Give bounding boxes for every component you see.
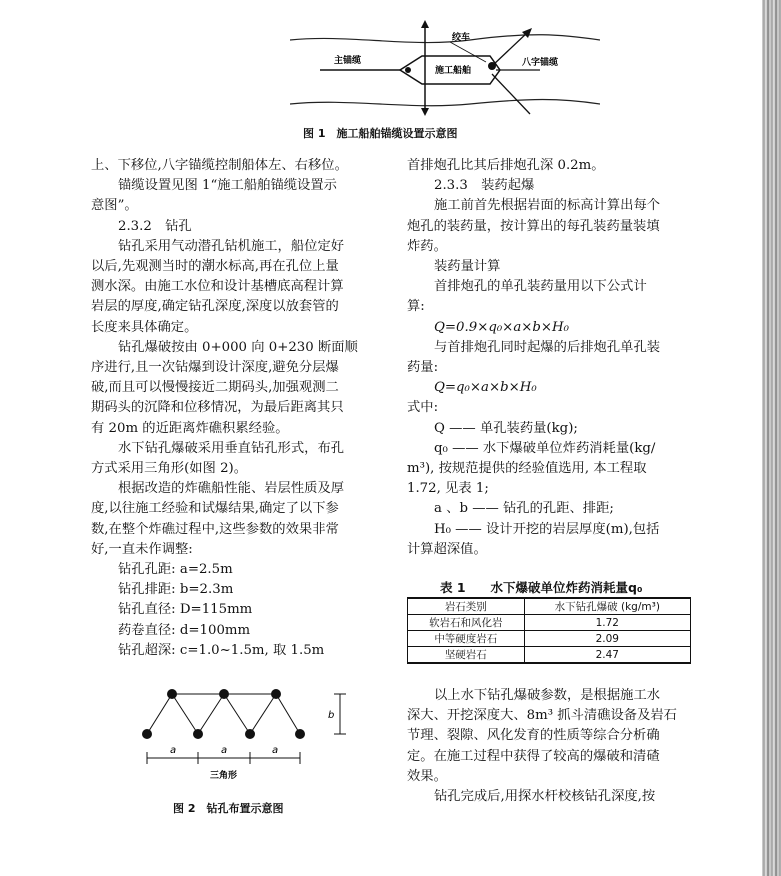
- text-line: 岩层的厚度,确定钻孔深度,深度以放套管的: [91, 299, 339, 315]
- text-line: 破,而且可以慢慢接近二期码头,加强观测二: [91, 380, 339, 396]
- text-line: 1.72, 见表 1;: [407, 481, 489, 497]
- text-line: 效果。: [407, 768, 447, 784]
- drill-hole: [193, 729, 203, 739]
- text-line: 根据改造的炸礁船性能、岩层性质及厚: [118, 481, 345, 497]
- text-line: 钻孔采用气动潜孔钻机施工，船位定好: [118, 238, 345, 254]
- text-line: 钻孔直径: D=115mm: [118, 602, 253, 618]
- arrow-down: [421, 108, 429, 116]
- scan-edge: [762, 0, 781, 876]
- table-1: [407, 597, 691, 664]
- table-header-cell: 岩石类别: [408, 598, 525, 615]
- table-cell: 2.09: [524, 631, 690, 647]
- label-a: a: [272, 745, 279, 756]
- text-line: 炮孔的装药量，按计算出的每孔装药量装填: [407, 218, 660, 234]
- text-line: 序进行,且一次钻爆到设计深度,避免分层爆: [91, 360, 339, 376]
- text-line: q₀ —— 水下爆破单位炸药消耗量(kg/: [434, 440, 656, 456]
- right-column-top: [407, 156, 660, 560]
- table-header-cell: 水下钻孔爆破 (kg/m³): [524, 598, 690, 615]
- text-line: 装药量计算: [434, 259, 501, 275]
- text-line: 意图”。: [91, 198, 138, 214]
- text-line: 锚缆设置见图 1“施工船舶锚缆设置示: [118, 178, 337, 194]
- text-line: 上、下移位,八字锚缆控制船体左、右移位。: [91, 158, 348, 173]
- table-row: [408, 647, 691, 664]
- drill-hole: [295, 729, 305, 739]
- text-line: 式中:: [407, 400, 439, 416]
- text-line: 有 20m 的近距离炸礁积累经验。: [91, 420, 289, 436]
- text-line: 2.3.2 钻孔: [118, 218, 192, 234]
- text-line: Q —— 单孔装药量(kg);: [434, 420, 578, 436]
- winch-label: 绞车: [452, 33, 471, 43]
- river-bank-top: [290, 35, 600, 43]
- triangle-lines: [147, 694, 300, 734]
- figure-2-caption: 图 2 钻孔布置示意图: [173, 802, 284, 815]
- text-line: 钻孔超深: c=1.0~1.5m, 取 1.5m: [118, 642, 325, 658]
- drill-hole: [271, 689, 281, 699]
- bow-mark: [405, 67, 411, 73]
- figure-1-caption: 图 1 施工船舶锚缆设置示意图: [303, 127, 458, 140]
- text-line: 首排炮孔比其后排炮孔深 0.2m。: [407, 158, 605, 173]
- table-row: [408, 631, 691, 647]
- eight-cable-label: 八字锚缆: [522, 58, 559, 68]
- label-b: b: [328, 710, 335, 721]
- table-cell: 2.47: [524, 647, 690, 664]
- river-bank-bottom: [290, 100, 600, 106]
- text-line: 与首排炮孔同时起爆的后排炮孔单孔装: [434, 339, 661, 355]
- label-a: a: [170, 745, 177, 756]
- text-line: 炸药。: [407, 238, 447, 254]
- text-line: H₀ —— 设计开挖的岩层厚度(m),包括: [434, 521, 660, 537]
- text-line: 数,在整个炸礁过程中,这些参数的效果非常: [91, 521, 339, 537]
- drill-hole: [167, 689, 177, 699]
- text-line: 水下钻孔爆破采用垂直钻孔形式，布孔: [118, 440, 345, 456]
- drill-hole: [219, 689, 229, 699]
- drill-hole: [245, 729, 255, 739]
- text-line: 首排炮孔的单孔装药量用以下公式计: [434, 279, 647, 295]
- figure-1-diagram: [290, 18, 600, 118]
- right-column-bottom: [407, 686, 677, 807]
- table-1-title: 表 1 水下爆破单位炸药消耗量q₀: [440, 580, 643, 595]
- text-line: m³), 按规范提供的经验值选用, 本工程取: [407, 461, 647, 477]
- text-line: 钻孔孔距: a=2.5m: [118, 562, 233, 578]
- table-cell: 1.72: [524, 615, 690, 631]
- text-line: 钻孔完成后,用探水杆校核钻孔深度,按: [434, 789, 656, 805]
- text-line: 节理、裂隙、风化发育的性质等综合分析确: [407, 728, 660, 744]
- table-row: [408, 615, 691, 631]
- text-line: 长度来具体确定。: [91, 319, 198, 335]
- text-line: 算:: [407, 299, 425, 315]
- text-line: 测水深。由施工水位和设计基槽底高程计算: [91, 279, 344, 295]
- boat-label: 施工船舶: [435, 66, 472, 76]
- text-line: a 、b —— 钻孔的孔距、排距;: [434, 501, 614, 517]
- text-line: 度,以往施工经验和试爆结果,确定了以下参: [91, 501, 339, 517]
- text-line: 定。在施工过程中获得了较高的爆破和清碴: [407, 748, 660, 764]
- table-cell: 软岩石和风化岩: [408, 615, 525, 631]
- eight-cable-down: [492, 74, 530, 114]
- text-line: 以上水下钻孔爆破参数，是根据施工水: [434, 688, 661, 703]
- table-header-row: [408, 598, 691, 615]
- text-line: 好,一直未作调整:: [91, 541, 193, 557]
- formula-line: Q=0.9×q₀×a×b×H₀: [434, 319, 569, 335]
- drill-hole: [142, 729, 152, 739]
- text-line: 施工前首先根据岩面的标高计算出每个: [434, 198, 661, 214]
- main-cable-label: 主锚缆: [334, 56, 362, 66]
- text-line: 期码头的沉降和位移情况，为最后距离其只: [91, 400, 344, 416]
- text-line: 计算超深值。: [407, 541, 487, 557]
- label-a: a: [221, 745, 228, 756]
- left-column: [91, 156, 358, 661]
- text-line: 药卷直径: d=100mm: [118, 622, 251, 638]
- text-line: 药量:: [407, 360, 439, 376]
- formula-line: Q=q₀×a×b×H₀: [434, 380, 537, 396]
- text-line: 方式采用三角形(如图 2)。: [91, 461, 248, 477]
- text-line: 2.3.3 装药起爆: [434, 178, 535, 194]
- text-line: 以后,先观测当时的潮水标高,再在孔位上量: [91, 259, 339, 275]
- figure-2-diagram: [132, 682, 357, 780]
- text-line: 深大、开挖深度大、8m³ 抓斗清礁设备及岩石: [407, 708, 677, 724]
- table-cell: 坚硬岩石: [408, 647, 525, 664]
- dimension-b: [334, 694, 346, 734]
- text-line: 钻孔排距: b=2.3m: [118, 582, 234, 598]
- arrow-up: [421, 20, 429, 28]
- pattern-label: 三角形: [210, 771, 238, 780]
- text-line: 钻孔爆破按由 0+000 向 0+230 断面顺: [118, 339, 358, 355]
- table-cell: 中等硬度岩石: [408, 631, 525, 647]
